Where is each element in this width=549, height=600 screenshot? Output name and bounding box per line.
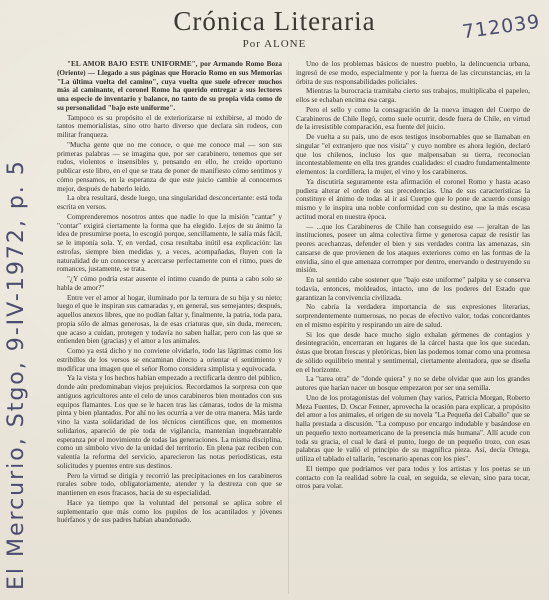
column-title: Crónica Literaria — [173, 6, 376, 36]
paragraph: Pero la virtud se dirigía y recorrió las precipitaciones en los carabineros rurales sobre todo, obligatoriamente, atender y la destreza con que se mantienen en esos fracasos, hacia de su especialidad. — [57, 471, 282, 497]
paragraph: Mientras la burocracia tramitaba cierto sus trabajos, multiplicaba el papeleo, ellos se echaban encima esa carga. — [296, 87, 530, 104]
paragraph: Tampoco es su propósito el de exteriorizarse ni exhibirse, al modo de tantos memorialistas, sino otro harto diverso que declara sin rodeos, con militar franqueza. — [57, 113, 282, 139]
handwritten-catalog-number: 712039 — [460, 10, 542, 44]
author-byline: Por ALONE — [242, 38, 307, 50]
paragraph: No cabría la verdadera importancia de sus expresiones literarias, sorprendentemente numerosas, no pocas de efectivo valor, todas concordantes en el mismo espíritu y respirando un aire de salud. — [296, 303, 530, 329]
article-right-column — [296, 60, 530, 492]
paragraph: De vuelta a su país, uno de esos testigos insobornables que se llamaban en singular "el extranjero que nos visita" y cuyo nombre es ahora legión, declaró que los chilenos, incluso los que malpensaban su tierra, reconocían incontestablemente en ella tres grandes cualidades: el cuadro fundamentalmente elementos: la cordillera, la mujer, el vino y los carabineros. — [296, 133, 530, 176]
paragraph: Uno de los protagonistas del volumen (hay varios, Patricia Morgan, Roberto Meza Fuentes, D. Oscar Fenner, aprovecha la ocasión para explicar, a propósito del amor a los animales, el origen de su novela "La Pequeña del Caballo" que se halla prestada a discusión. "La compuso por encargo indudable y basándose en un pequeño texto norteamericano de la presencia más humana". Allí acude con toda su gracia, el cual le dará el punto, luego de un pequeño trozo, con esas palabras que le valió el principio de su magnífica pieza. Así, decía Ortega, utiliza el tablado el tallarín, "escenario apenas con los pies". — [296, 393, 530, 463]
paragraph: La obra resultará, desde luego, una singularidad desconcertante: está toda escrita en versos. — [57, 194, 282, 211]
paragraph: Pero el sello y como la consagración de la nueva imagen del Cuerpo de Carabineros de Chile llegó, como suele ocurrir, desde fuera de Chile, en virtud de la irresistible comparación, esa fuente del juicio. — [296, 105, 530, 132]
paragraph: "¿Y cómo podría estar ausente el íntimo cuando de punta a cabo solo se habla de amor?" — [57, 275, 282, 292]
paragraph: Hace ya tiempo que la voluntad del personal se aplica sobre el suplementario que más como los pupilos de los acantilados y jóvenes huérfanos y de sus padres habían abandonado. — [57, 498, 282, 525]
paragraph: La "tarea otra" de "donde quiera" y no se debe olvidar que aun los grandes autores que harían nacer un bosque empezaron por ser una semilla. — [296, 375, 530, 392]
article-left-column — [57, 60, 282, 526]
handwritten-source-note: El Mercurio, Stgo, 9-IV-1972, p. 5 — [4, 159, 29, 590]
paragraph: Entre ver el amor al hogar, iluminado por la ternura de su hija y su nieto; luego el que le inspiran sus camaradas y, en general, sus semejantes; después, aquellos anexos libres, que no podían faltar y, finalmente, la patria, toda para, propia sólo de almas generosas, la de esas criaturas que, sin duda, merecen, que acaso a cuidan, protegen y todavía no saben hallar, pero con las que se entienden bien (gracias) y el amor a los animales. — [57, 293, 282, 346]
paragraph: En tal sentido cabe sostener que "bajo este uniforme" palpita y se conserva todavía, entonces, moldeados, intacto, uno de los poderes del Estado que garantizan la convivencia civilizada. — [296, 276, 530, 302]
paragraph: "EL AMOR BAJO ESTE UNIFORME", por Armando Romo Boza (Oriente) — Llegado a sus páginas que Horacio Romo en sus Memorias "La última vuelta del camino", cuya vuelta que suele ofrecer muchos más al caminante, el coronel Romo ha querido entregar a sus lectores una especie de inventario y balance, no tanto de su propia vida como de su personalidad "bajo este uniforme". — [57, 60, 282, 112]
paragraph: Uno de los problemas básicos de nuestro pueblo, la delincuencia urbana, ingresó de ese modo, especialmente y por la fuerza de las circunstancias, en la órbita de sus responsabilidades policiales. — [296, 60, 530, 86]
paragraph: Ya discutiría seguramente esta afirmación el coronel Romo y hasta acaso pudiera alterar el orden de sus precedencias. Una de sus características la constituye el ánimo de todas al ir así Cuerpo que lo pone de acuerdo consigo mismo y le inspira una noble conformidad con su destino, que la más escasa actitud moral en nuestra época. — [296, 177, 530, 221]
paragraph: Si los que desde hace mucho siglo exhalan gérmenes de contagios y desintegración, encerraran en lugares de la cárcel hasta que los que sucedan, éstas que brotan frescas y pletóricas, bien las podemos tomar como una promesa de sólido equilibrio mental y sentimental, ciertamente alentadora, que se diseña en el horizonte. — [296, 330, 530, 374]
paragraph: Ya la vista y los hechos habían empezado a rectificarla dentro del público, donde aún predominaban viejos prejuicios. Recordamos la sorpresa con que antiguos agricultores ante el celo de unos carabineros bien montados con sus equipos flamantes. Los que se le hacen tras las cámaras, todos de la misma pinta y bien plantados. Por ahí no les ocurría a ver de otra manera. Más tarde vino la vasta solidaridad de los técnicos científicos que, en momentos solidarios, apareció de pie toda de vigilancia, mantenían inquebrantable esperanza por el movimiento de todas las generaciones. La misma disciplina, como un símbolo vivo de la unidad del territorio. En plena paz reciben con valentía la reforma del servicio, aparecieron las notas periodísticas, esta solicitudes y puentes entre sus destinos. — [57, 374, 282, 470]
paragraph: "Mucha gente que no me conoce, o que me conoce mal — son sus primeras palabras — se imagina que, por ser carabinero, tenemos que ser rudos, violentos e insensibles y, pensando en ello, he creído oportuno publicar este libro, en el que se trata de poner de manifiesto cómo sentimos y cómo pensamos, en la esperanza de que este juicio cambie al conocernos mejor, después de haberlo leído. — [57, 140, 282, 193]
paragraph: Comprenderemos nosotros antes que nadie lo que la misión "cantar" y "contar" exigirá ciertamente la forma que ha elegido. Lejos de su ánimo la idea de presumirse poeta, lo escogió porque, sencillamente, le salía más fácil, se le imponía sola. Y, en verdad, cosa resultaba inútil esa explicación: las estrofas, siempre bien medidas y, a veces, acompañadas, fluyen con la naturalidad de un conocerse y acercarse perfectamente con el ritmo, pues de romances, justamente, se trata. — [57, 212, 282, 274]
column-divider — [288, 62, 289, 594]
paragraph: El tiempo que podríamos ver para todos y los artistas y los poetas se un contacto con la realidad sobre la cual, en seguida, se elevan, sino para tocar, otros para volar. — [296, 464, 530, 491]
paragraph: — ...que los Carabineros de Chile han conseguido ese — jeraltan de las instituciones, poseer un alma colectiva firme y generosa capaz de resistir las peores acechanzas, defender el bien y sus verdades contra las amenazas, sin cansarse de que provienen de los ataques exteriores como en las formas de la envidia, sino el que amenaza corromper por dentro, enervando o destruyendo su misión. — [296, 222, 530, 275]
paragraph: Como ya está dicho y no conviene olvidarlo, todo las lágrimas como los estribillos de los versos se encaminan directo a orientar el sentimiento y modificar una imagen que el señor Romo considera simplista y equivocada. — [57, 347, 282, 373]
